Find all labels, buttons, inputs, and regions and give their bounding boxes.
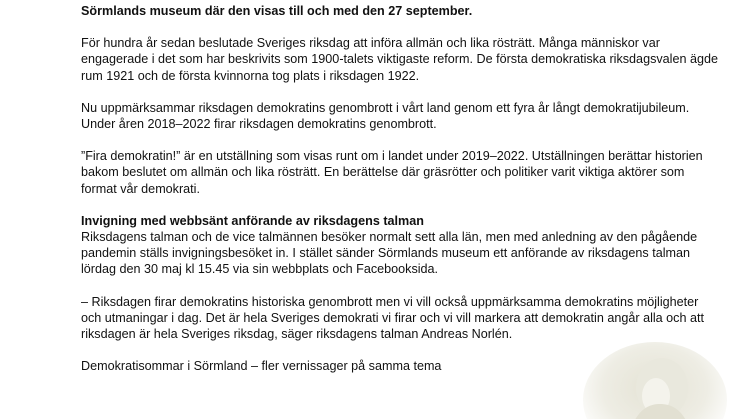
paragraph-demokratisommar: Demokratisommar i Sörmland – fler vernissager på samma tema: [81, 359, 442, 374]
paragraph-history: För hundra år sedan beslutade Sveriges riksdag att införa allmän och lika rösträtt. Många människor var engagerade i det som har beskrivits som 1900-talets viktigaste reform. De första demokratiska riksdagsvalen ägde rum 1921 och de första kvinnorna tog plats i riksdagen 1922.: [81, 36, 718, 83]
paragraph-quote: – Riksdagen firar demokratins historiska genombrott men vi vill också uppmärksamma demokratins möjligheter och utmaningar i dag. Det är hela Sveriges demokrati vi firar och vi vill markera att demokratin angår alla och att riksdagen är hela Sveriges riksdag, säger riksdagens talman Andreas Norlén.: [81, 294, 704, 342]
lead-text: Sörmlands museum där den visas till och med den 27 september.: [81, 4, 473, 18]
paragraph-jubilee: Nu uppmärksammar riksdagen demokratins genombrott i vårt land genom ett fyra år långt demokratijubileum. Under åren 2018–2022 firar riksdagen demokratins genombrott.: [81, 100, 690, 132]
section-heading: Invigning med webbsänt anförande av riksdagens talman: [81, 213, 424, 228]
paragraph-inauguration: Riksdagens talman och de vice talmännen besöker normalt sett alla län, men med anledning av den pågående pandemin ställs invigningsbesöket in. I stället sänder Sörmlands museum ett anförande av riksdagens talman lördag den 30 maj kl 15.45 via sin webbplats och Facebooksida.: [81, 230, 698, 277]
article-body: [81, 3, 721, 374]
paragraph-exhibition: ”Fira demokratin!” är en utställning som visas runt om i landet under 2019–2022. Utställningen berättar historien bakom beslutet om allmän och lika rösträtt. En berättelse där gräsrötter och politiker varit viktiga aktörer som format vår demokrati.: [81, 149, 703, 196]
